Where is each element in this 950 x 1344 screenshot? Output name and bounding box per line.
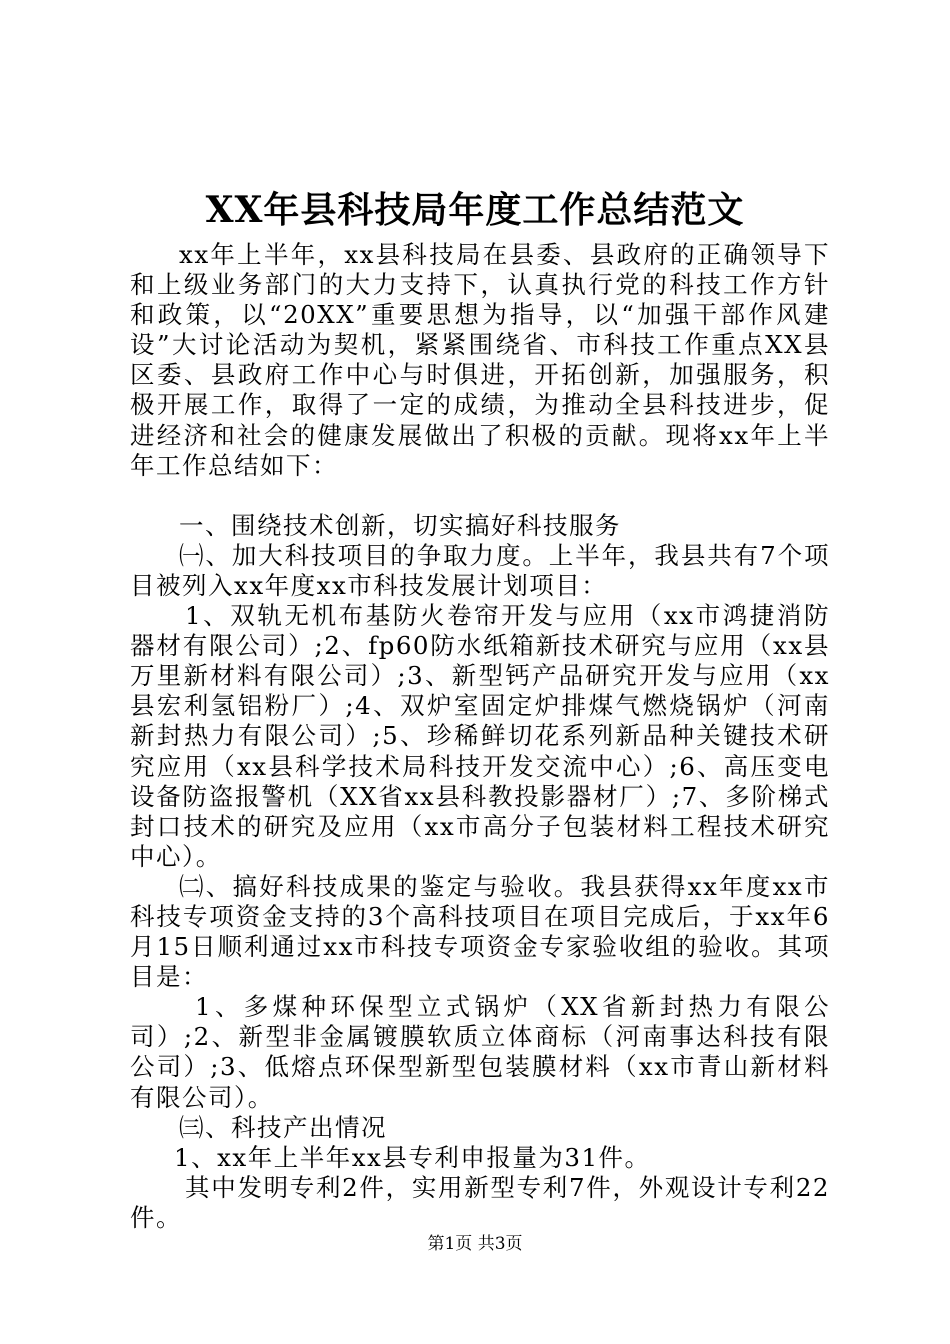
project-list-paragraph: 1、多煤种环保型立式锅炉（XX省新封热力有限公司）;2、新型非金属镀膜软质立体商标（河南事达科技有限公司）;3、低熔点环保型新型包装膜材料（xx市青山新材料有限公司）。 [130, 992, 830, 1112]
list-item: 1、xx年上半年xx县专利申报量为31件。 [174, 1142, 651, 1172]
list-item: 其中发明专利2件，实用新型专利7件，外观设计专利22件。 [130, 1172, 830, 1232]
paragraph-spacer [130, 481, 830, 511]
subsection-paragraph: ㈡、搞好科技成果的鉴定与验收。我县获得xx年度xx市科技专项资金支持的3个高科技项目在项目完成后，于xx年6月15日顺利通过xx市科技专项资金专家验收组的验收。其项目是： [130, 871, 830, 992]
intro-paragraph: xx年上半年，xx县科技局在县委、县政府的正确领导下和上级业务部门的大力支持下，认真执行党的科技工作方针和政策，以“20XX”重要思想为指导，以“加强干部作风建设”大讨论活动为契机，紧紧围绕省、市科技工作重点XX县区委、县政府工作中心与时俱进，开拓创新，加强服务，积极开展工作，取得了一定的成绩，为推动全县科技进步，促进经济和社会的健康发展做出了积极的贡献。现将xx年上半年工作总结如下： [130, 240, 830, 480]
project-list-paragraph: 1、双轨无机布基防火卷帘开发与应用（xx市鸿捷消防器材有限公司）;2、fp60防水纸箱新技术研究与应用（xx县万里新材料有限公司）;3、新型钙产品研究开发与应用（xx县宏利氢铝粉厂）;4、双炉室固定炉排煤气燃烧锅炉（河南新封热力有限公司）;5、珍稀鲜切花系列新品种关键技术研究应用（xx县科学技术局科技开发交流中心）;6、高压变电设备防盗报警机（XX省xx县科教投影器材厂）;7、多阶梯式封口技术的研究及应用（xx市高分子包装材料工程技术研究中心）。 [130, 601, 830, 871]
document-body [130, 240, 830, 1233]
page-footer: 第1页 共3页 [427, 1234, 523, 1254]
subsection-paragraph: ㈠、加大科技项目的争取力度。上半年，我县共有7个项目被列入xx年度xx市科技发展计划项目： [130, 540, 830, 600]
document-title: XX年县科技局年度工作总结范文 [205, 189, 745, 231]
section-heading: 一、围绕技术创新，切实搞好科技服务 [179, 510, 621, 540]
subsection-heading: ㈢、科技产出情况 [179, 1112, 387, 1142]
